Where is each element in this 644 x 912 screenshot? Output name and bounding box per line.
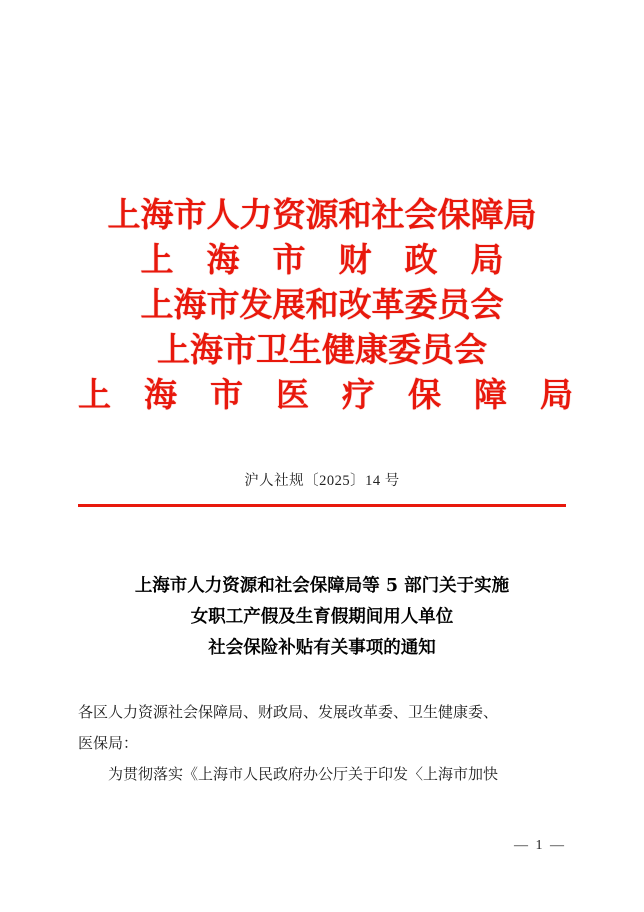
masthead-line-4: 上海市卫生健康委员会 — [157, 330, 487, 369]
body-line-2: 医保局： — [78, 735, 139, 752]
masthead-line-3: 上海市发展和改革委员会 — [140, 285, 504, 324]
masthead-line-1: 上海市人力资源和社会保障局 — [107, 195, 537, 234]
body-line-3: 为贯彻落实《上海市人民政府办公厅关于印发〈上海市加快 — [108, 766, 499, 783]
document-title-line-3: 社会保险补贴有关事项的通知 — [208, 637, 436, 658]
document-body — [78, 698, 566, 791]
body-line-1: 各区人力资源社会保障局、财政局、发展改革委、卫生健康委、 — [78, 704, 499, 721]
masthead — [78, 0, 573, 417]
document-number: 沪人社规〔2025〕14 号 — [244, 473, 400, 489]
masthead-line-5: 上 海 市 医 疗 保 障 局 — [78, 375, 573, 414]
document-title-line-1: 上海市人力资源和社会保障局等 5 部门关于实施 — [134, 575, 510, 596]
red-divider-rule — [78, 504, 566, 507]
document-title-line-2: 女职工产假及生育假期间用人单位 — [190, 606, 454, 627]
document-title — [78, 571, 566, 664]
masthead-line-2: 上 海 市 财 政 局 — [140, 240, 504, 279]
page-number: — 1 — — [514, 838, 566, 853]
